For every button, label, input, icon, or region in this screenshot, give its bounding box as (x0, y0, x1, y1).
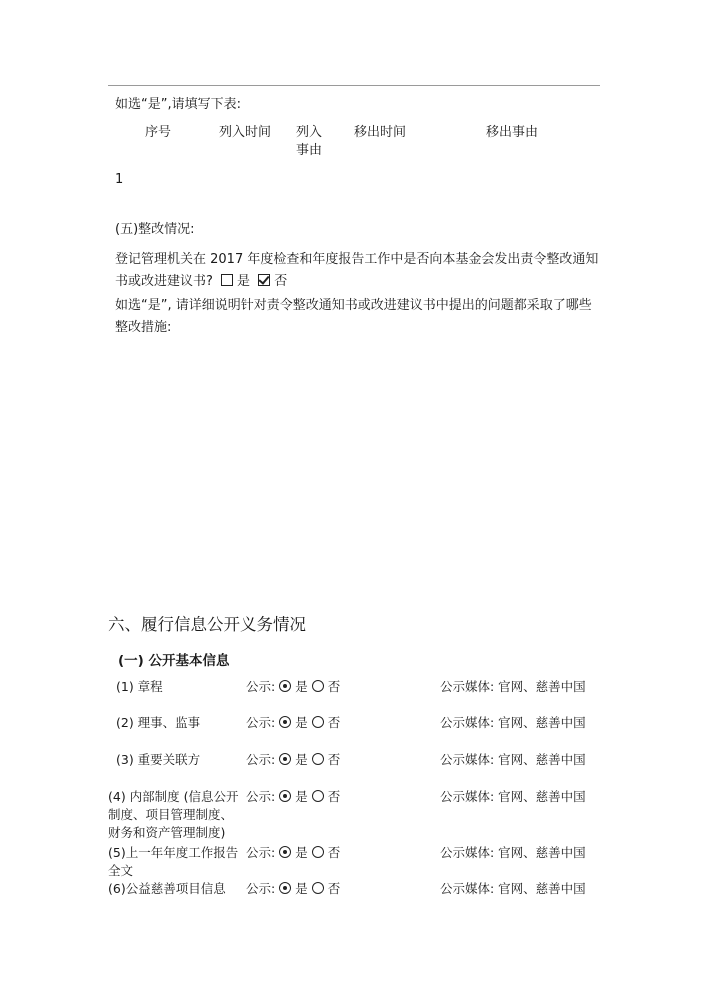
yes-checkbox[interactable] (221, 274, 233, 286)
yes-radio-selected[interactable] (279, 882, 291, 894)
no-radio[interactable] (312, 790, 324, 802)
list-intro: 如选“是”,请填写下表: (115, 97, 241, 112)
yes-radio-selected[interactable] (279, 790, 291, 802)
no-radio[interactable] (312, 680, 324, 692)
yes-radio-selected[interactable] (279, 846, 291, 858)
column-header-list-date: 列入时间 (219, 125, 272, 140)
rectification-detail: 如选“是”, 请详细说明针对责令整改通知书或改进建议书中提出的问题都采取了哪些 整改措施: (115, 298, 592, 335)
section-six-title: 六、履行信息公开义务情况 (108, 615, 306, 634)
rectification-title: (五)整改情况: (115, 222, 195, 237)
column-header-remove-date: 移出时间 (354, 125, 407, 140)
no-label: 否 (274, 274, 288, 289)
section-six-subtitle: (一) 公开基本信息 (118, 653, 230, 669)
no-radio[interactable] (312, 882, 324, 894)
no-checkbox-checked[interactable] (258, 274, 270, 286)
yes-radio-selected[interactable] (279, 680, 291, 692)
rectification-question: 登记管理机关在 2017 年度检查和年度报告工作中是否向本基金会发出责令整改通知 书或改进建议书? 是 否 (115, 252, 599, 289)
yes-label: 是 (237, 274, 251, 289)
no-radio[interactable] (312, 753, 324, 765)
no-radio[interactable] (312, 846, 324, 858)
yes-radio-selected[interactable] (279, 753, 291, 765)
yes-radio-selected[interactable] (279, 716, 291, 728)
column-header-list-reason-line1: 列入 (296, 125, 323, 140)
column-header-remove-reason: 移出事由 (486, 125, 539, 140)
table-row-index: 1 (115, 172, 124, 187)
header-divider (108, 85, 600, 86)
column-header-list-reason-line2: 事由 (296, 143, 323, 158)
column-header-index: 序号 (145, 125, 172, 140)
no-radio[interactable] (312, 716, 324, 728)
